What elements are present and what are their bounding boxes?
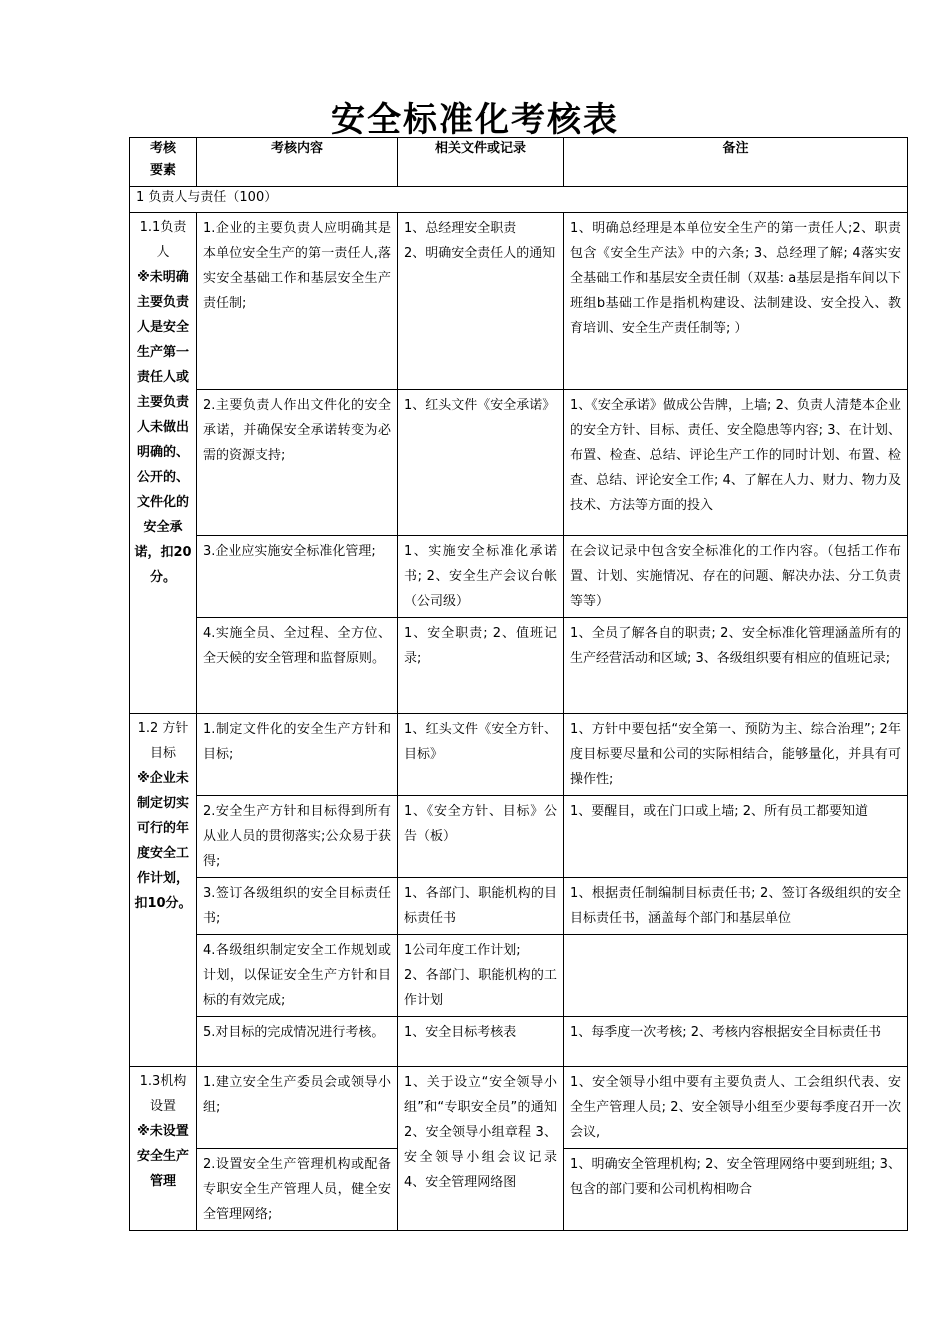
documents-cell: 1、各部门、职能机构的目标责任书 <box>398 878 564 935</box>
table-row <box>130 796 908 878</box>
content-cell: 3.签订各级组织的安全目标责任书; <box>197 878 398 935</box>
remark-cell: 1、要醒目，或在门口或上墙; 2、所有员工都要知道 <box>564 796 908 878</box>
documents-cell: 1、安全目标考核表 <box>398 1017 564 1067</box>
remark-cell: 1、明确安全管理机构; 2、安全管理网络中要到班组; 3、包含的部门要和公司机构相吻合 <box>564 1149 908 1231</box>
documents-cell: 1、关于设立“安全领导小组”和“专职安全员”的通知 2、安全领导小组章程 3、安全领导小组会议记录 4、安全管理网络图 <box>398 1067 564 1231</box>
remark-cell: 1、方针中要包括“安全第一、预防为主、综合治理”; 2年度目标要尽量和公司的实际相结合，能够量化，并具有可操作性; <box>564 714 908 796</box>
table-row <box>130 878 908 935</box>
content-cell: 4.实施全员、全过程、全方位、全天候的安全管理和监督原则。 <box>197 618 398 714</box>
header-remarks: 备注 <box>564 138 908 187</box>
requirement-penalty: ※未设置安全生产管理 <box>136 1124 189 1189</box>
table-row <box>130 213 908 390</box>
table-row <box>130 390 908 536</box>
documents-cell: 1、实施安全标准化承诺书; 2、安全生产会议台帐（公司级） <box>398 536 564 618</box>
table-row <box>130 714 908 796</box>
requirement-number: 1.3机构设置 <box>139 1074 187 1114</box>
table-header-row <box>130 138 908 187</box>
assessment-table <box>129 137 908 1231</box>
requirement-cell <box>130 714 197 1067</box>
documents-cell: 1、安全职责; 2、值班记录; <box>398 618 564 714</box>
requirement-penalty: ※企业未制定切实可行的年度安全工作计划，扣10分。 <box>134 771 192 911</box>
header-requirement: 考核 要素 <box>130 138 197 187</box>
remark-cell: 1、安全领导小组中要有主要负责人、工会组织代表、安全生产管理人员; 2、安全领导小组至少要每季度召开一次会议, <box>564 1067 908 1149</box>
header-documents: 相关文件或记录 <box>398 138 564 187</box>
table-row <box>130 618 908 714</box>
table-row <box>130 1067 908 1149</box>
content-cell: 2.主要负责人作出文件化的安全承诺，并确保安全承诺转变为必需的资源支持; <box>197 390 398 536</box>
header-content: 考核内容 <box>197 138 398 187</box>
requirement-cell <box>130 213 197 714</box>
section-title: 1 负责人与责任（100） <box>130 187 908 213</box>
requirement-cell <box>130 1067 197 1231</box>
table-row <box>130 935 908 1017</box>
documents-cell: 1公司年度工作计划; 2、各部门、职能机构的工作计划 <box>398 935 564 1017</box>
table-row <box>130 1017 908 1067</box>
documents-cell: 1、《安全方针、目标》公告（板） <box>398 796 564 878</box>
remark-cell: 1、全员了解各自的职责; 2、安全标准化管理涵盖所有的生产经营活动和区域; 3、各级组织要有相应的值班记录; <box>564 618 908 714</box>
documents-cell: 1、总经理安全职责 2、明确安全责任人的通知 <box>398 213 564 390</box>
requirement-penalty: ※未明确主要负责人是安全生产第一责任人或主要负责人未做出明确的、公开的、文件化的安全承诺，扣20分。 <box>134 270 192 585</box>
table-row <box>130 536 908 618</box>
remark-cell: 1、每季度一次考核; 2、考核内容根据安全目标责任书 <box>564 1017 908 1067</box>
content-cell: 4.各级组织制定安全工作规划或计划，以保证安全生产方针和目标的有效完成; <box>197 935 398 1017</box>
remark-cell <box>564 935 908 1017</box>
section-row <box>130 187 908 213</box>
content-cell: 1.制定文件化的安全生产方针和目标; <box>197 714 398 796</box>
content-cell: 2.设置安全生产管理机构或配备专职安全生产管理人员，健全安全管理网络; <box>197 1149 398 1231</box>
remark-cell: 1、明确总经理是本单位安全生产的第一责任人;2、职责包含《安全生产法》中的六条; 3、总经理了解; 4落实安全基础工作和基层安全责任制（双基: a基层是指车间以下班组b基础工作是指机构建设、法制建设、安全投入、教育培训、安全生产责任制等; ） <box>564 213 908 390</box>
page-title: 安全标准化考核表 <box>331 100 619 140</box>
documents-cell: 1、红头文件《安全承诺》 <box>398 390 564 536</box>
content-cell: 2.安全生产方针和目标得到所有从业人员的贯彻落实;公众易于获得; <box>197 796 398 878</box>
requirement-number: 1.2 方针目标 <box>137 721 189 761</box>
content-cell: 5.对目标的完成情况进行考核。 <box>197 1017 398 1067</box>
remark-cell: 1、根据责任制编制目标责任书; 2、签订各级组织的安全目标责任书，涵盖每个部门和基层单位 <box>564 878 908 935</box>
requirement-number: 1.1负责人 <box>139 220 187 260</box>
documents-cell: 1、红头文件《安全方针、目标》 <box>398 714 564 796</box>
content-cell: 1.企业的主要负责人应明确其是本单位安全生产的第一责任人,落实安全基础工作和基层安全生产责任制; <box>197 213 398 390</box>
remark-cell: 1、《安全承诺》做成公告牌，上墙; 2、负责人清楚本企业的安全方针、目标、责任、安全隐患等内容; 3、在计划、布置、检查、总结、评论生产工作的同时计划、布置、检查、总结、评论安全工作; 4、了解在人力、财力、物力及技术、方法等方面的投入 <box>564 390 908 536</box>
remark-cell: 在会议记录中包含安全标准化的工作内容。（包括工作布置、计划、实施情况、存在的问题、解决办法、分工负责等等） <box>564 536 908 618</box>
content-cell: 3.企业应实施安全标准化管理; <box>197 536 398 618</box>
content-cell: 1.建立安全生产委员会或领导小组; <box>197 1067 398 1149</box>
